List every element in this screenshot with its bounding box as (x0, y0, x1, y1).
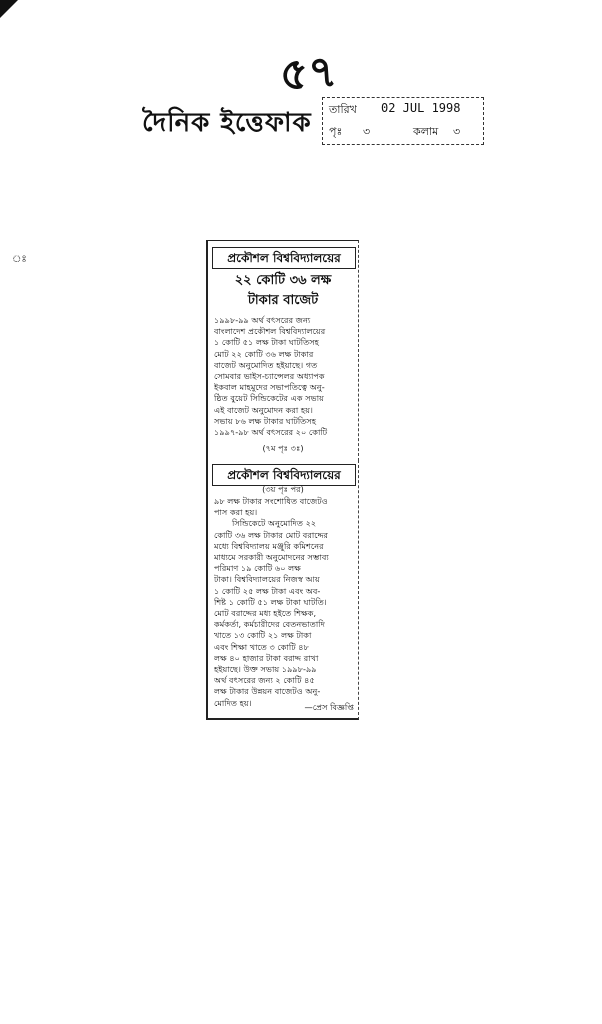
body-line: সোমবার ভাইস-চ্যান্সেলর অধ্যাপক (214, 371, 325, 382)
page-corner-mark (0, 0, 18, 18)
continuation-headline: প্রকৌশল বিশ্ববিদ্যালয়ের (212, 464, 356, 486)
body-line: ইকবাল মাহমুদের সভাপতিত্বে অনু- (214, 382, 325, 393)
body-line: এই বাজেট অনুমোদন করা হয়। (214, 404, 313, 415)
body-line: মধ্যে বিশ্ববিদ্যালয় মঞ্জুরি কমিশনের (214, 540, 324, 551)
stamp-column-value: ৩ (453, 125, 461, 138)
news-clipping-part-2 (206, 460, 359, 720)
handwritten-page-mark: ৫৭ (278, 46, 339, 101)
body-line: খাতে ১৩ কোটি ২১ লক্ষ টাকা (214, 630, 312, 641)
headline-line-2: ২২ কোটি ৩৬ লক্ষ (234, 273, 332, 288)
stamp-date-label: তারিখ (329, 103, 357, 116)
newspaper-masthead: দৈনিক ইত্তেফাক (142, 108, 312, 138)
margin-tick-mark: ঃ (12, 254, 27, 265)
body-line: লক্ষ টাকার উন্নয়ন বাজেটও অনু- (214, 686, 321, 697)
news-clipping-part-1 (206, 240, 359, 461)
body-line: মোট ২২ কোটি ৩৬ লক্ষ টাকার (214, 348, 314, 359)
body-line: মোট বরাদ্দের মধ্য হইতে শিক্ষক, (214, 608, 317, 619)
body-line: অর্থ বৎসরের জন্য ২ কোটি ৪৫ (214, 675, 315, 686)
body-line: মোদিত হয়। (214, 697, 252, 708)
stamp-page-label: পৃঃ (329, 125, 343, 138)
continued-from-note: (৩য় পৃঃ পর) (262, 484, 304, 494)
body-line: ১ কোটি ২৫ লক্ষ টাকা এবং অব- (214, 585, 321, 596)
press-release-credit: —প্রেস বিজ্ঞপ্তি (304, 702, 354, 712)
body-line: ১ কোটি ৫১ লক্ষ টাকা ঘাটতিসহ (214, 337, 319, 348)
body-line: সভায় ৮৬ লক্ষ টাকার ঘাটতিসহ (214, 415, 317, 426)
body-line: লক্ষ ৪০ হাজার টাকা বরাদ্দ রাখা (214, 652, 319, 663)
stamp-column-label: কলাম (413, 125, 439, 138)
body-line: ৯৮ লক্ষ টাকার সংশোধিত বাজেটও (214, 496, 328, 506)
body-line: হইয়াছে। উক্ত সভায় ১৯৯৮-৯৯ (214, 664, 317, 675)
article-body-2 (214, 496, 352, 709)
continued-to-note: (৭ম পৃঃ ৩ঃ) (262, 443, 304, 453)
body-line: পরিমাণ ১৯ কোটি ৬০ লক্ষ (214, 563, 301, 574)
body-line: ষ্ঠিত বুয়েট সিন্ডিকেটের এক সভায় (214, 393, 324, 404)
date-stamp (322, 97, 484, 145)
body-line: কর্মকর্তা, কর্মচারীদের বেতনভাতাদি (214, 619, 325, 630)
body-line: টাকা। বিশ্ববিদ্যালয়ের নিজস্ব আয় (214, 574, 320, 585)
body-line: পাস করা হয়। (214, 507, 258, 518)
body-line: সিন্ডিকেটে অনুমোদিত ২২ (232, 518, 317, 529)
article-body-1 (214, 315, 352, 438)
body-line: শিষ্ট ১ কোটি ৫১ লক্ষ টাকা ঘাটতি। (214, 596, 327, 607)
body-line: মাধ্যমে সরকারী অনুমোদনের সম্ভাব্য (214, 552, 329, 563)
stamp-date: 02 JUL 1998 (381, 101, 461, 115)
body-line: এবং শিক্ষা খাতে ৩ কোটি ৪৮ (214, 641, 309, 652)
headline-line-3: টাকার বাজেট (247, 293, 319, 308)
body-line: ১৯৯৭-৯৮ অর্থ বৎসরের ২০ কোটি (214, 427, 328, 438)
stamp-page-value: ৩ (363, 125, 371, 138)
body-line: বাংলাদেশ প্রকৌশল বিশ্ববিদ্যালয়ের (214, 326, 326, 337)
body-line: বাজেট অনুমোদিত হইয়াছে। গত (214, 359, 318, 370)
body-line: ১৯৯৮-৯৯ অর্থ বৎসরের জন্য (214, 315, 311, 325)
headline-line-1: প্রকৌশল বিশ্ববিদ্যালয়ের (212, 247, 356, 269)
body-line: কোটি ৩৬ লক্ষ টাকার মোট বরাদ্দের (214, 529, 329, 540)
